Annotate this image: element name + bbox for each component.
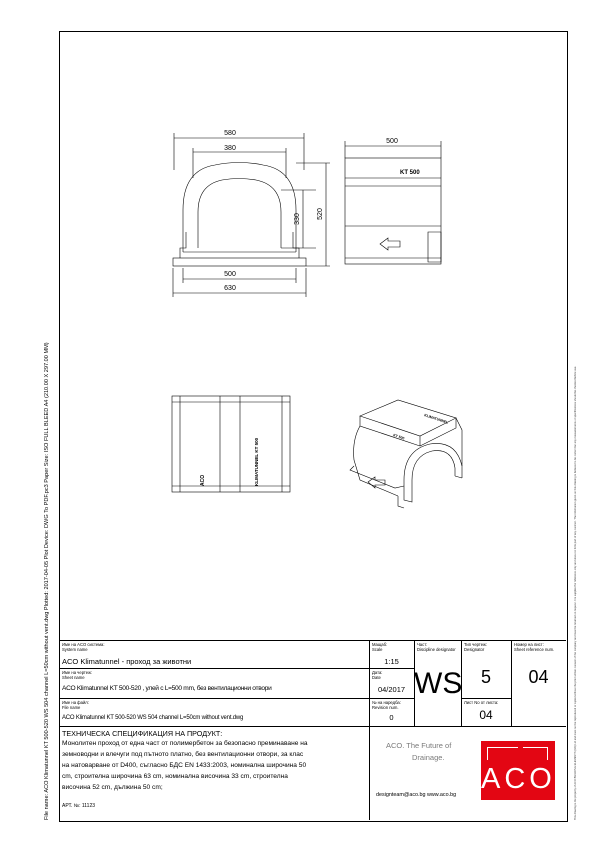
rev-value: 0 [389, 713, 394, 722]
contact-info: designteam@aco.bg www.aco.bg [376, 792, 457, 798]
tb-divider [59, 698, 414, 699]
dim-500-side: 500 [386, 138, 398, 145]
part-label-en: Discipline designator [417, 647, 456, 652]
type-value: 5 [480, 667, 491, 687]
file-name: ACO Klimatunnel KT 500-520 WS 504 channel L=50cm without vent.dwg [62, 715, 244, 721]
file-label-en: File name [62, 705, 81, 710]
isometric-view [350, 400, 462, 508]
type-label-en: Designator [464, 647, 485, 652]
sheet-label: Име на чертеж: [62, 670, 93, 675]
tb-divider [59, 668, 414, 669]
scale-value: 1:15 [384, 657, 399, 666]
rev-label-en: Revision num. [372, 705, 399, 710]
article-number: АРТ. №: 11123 [62, 803, 96, 809]
spec-title: ТЕХНИЧЕСКА СПЕЦИФИКАЦИЯ НА ПРОДУКТ: [62, 729, 223, 738]
spec-line: земноводни и влечуги под пътното платно, без вентилационни отвори, за клас [62, 751, 304, 758]
iso-front-text: KT 500 [392, 433, 405, 441]
sheet-no-value: 04 [528, 667, 549, 687]
date-label: Дата: [372, 670, 383, 675]
type-label: Тип чертеж: [464, 642, 488, 647]
scale-label: Мащаб: [372, 642, 388, 647]
tb-divider [461, 698, 511, 699]
file-label: Име на файл: [62, 700, 89, 705]
spec-line: cm, строителна широчина 63 cm, номинална височина 33 cm, строителна [62, 773, 288, 780]
dim-380: 380 [224, 145, 236, 152]
tagline-line-1: ACO. The Future of [386, 741, 452, 750]
copyright-notice: This drawing is the property of ACO BUILDING ELEMENTS (UK) Ltd and must not be reproduced or copied without the prior written consent of the company and must be returned on request. It is supplied for reference only and does not form part of any contract. The information given on this drawing is believed to be correct but any measurements or specifications should be checked before use. [574, 365, 577, 820]
system-label-en: System name [62, 647, 88, 652]
side-view [345, 141, 441, 264]
elevation-aco-text: ACO [200, 474, 206, 486]
aco-logo-text: ACO [481, 763, 556, 795]
dim-580: 580 [224, 130, 236, 137]
date-value: 04/2017 [377, 685, 406, 694]
plot-info-text: File name: ACO Klimatunnel KT 500-520 WS 504 channel L=50cm without vent.dwg Plotted: 2017-04-05 Plot Device: DWG To PDF.pc3 Paper Size: ISO FULL BLEED A4 (210.00 X 297.00 MM) [44, 342, 50, 820]
part-label: Част: [417, 642, 428, 647]
scale-label-en: Scale [372, 647, 383, 652]
aco-logo [481, 741, 555, 800]
elevation-view [172, 396, 290, 492]
rev-label: № на наредба: [372, 700, 401, 705]
spec-line: височина 52 cm, дължина 50 cm; [62, 784, 163, 791]
dim-630: 630 [224, 285, 236, 292]
sheet-no-label-en: Sheet reference num. [514, 647, 555, 652]
elevation-side-text: KLIMATUNNEL KT 500 [254, 437, 259, 486]
front-view [173, 133, 330, 297]
system-label: Име на ACO система: [62, 642, 105, 647]
tb-divider [369, 726, 370, 820]
dim-500-bottom: 500 [224, 271, 236, 278]
iso-top-text: KLIMATUNNEL [423, 413, 449, 425]
tagline-line-2: Drainage. [412, 753, 445, 762]
side-view-label: KT 500 [400, 170, 420, 176]
spec-line: на натоварване от D400, съгласно БДС EN 1433:2003, номинална широчина 50 [62, 762, 307, 769]
tb-divider [59, 726, 566, 727]
spec-line: Монолитен проход от една част от полимербетон за безопасно преминаване на [62, 740, 308, 747]
system-name: ACO Klimatunnel - проход за животни [62, 657, 192, 666]
of-sheets-label: Лист No от листа: [464, 700, 499, 705]
dim-330: 330 [294, 213, 301, 225]
discipline-value: WS [414, 667, 463, 700]
sheet-no-label: Номер на лист: [514, 642, 544, 647]
sheet-label-en: Sheet name [62, 675, 85, 680]
date-label-en: Date [372, 675, 381, 680]
of-sheets-value: 04 [479, 708, 493, 722]
dim-520: 520 [317, 208, 324, 220]
sheet-name: ACO Klimatunnel KT 500-520 , улей с L=500 mm, без вентилационни отвори [62, 685, 272, 692]
